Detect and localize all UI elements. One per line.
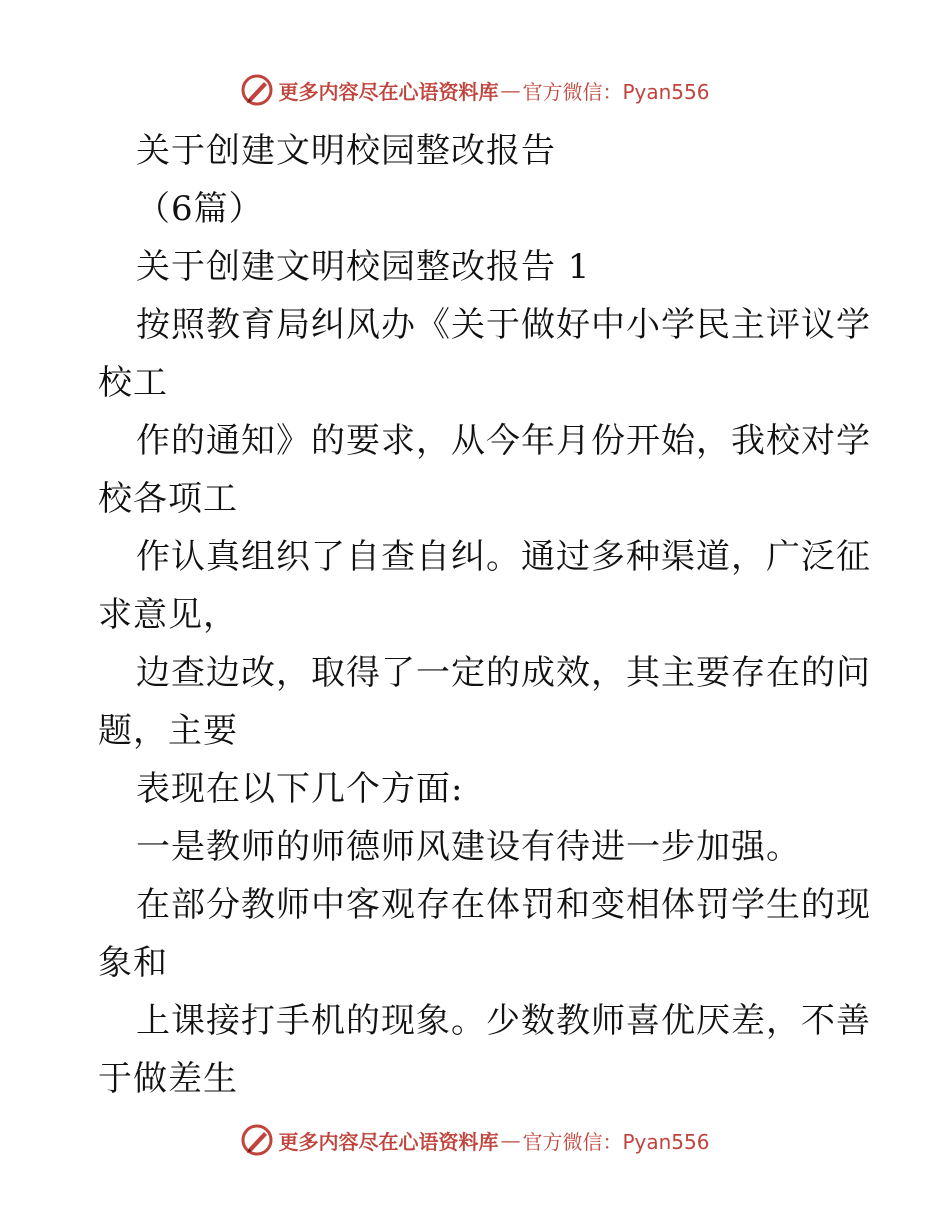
text-line: 题，主要 xyxy=(98,711,238,751)
pen-logo-icon xyxy=(240,1123,274,1157)
watermark-text: 更多内容尽在心语资料库 xyxy=(278,79,499,104)
watermark-wechat: 官方微信：Pyan556 xyxy=(522,79,710,104)
text-line: 作的通知》的要求，从今年月份开始，我校对学 xyxy=(136,421,871,461)
text-line: 上课接打手机的现象。少数教师喜优厌差，不善 xyxy=(136,1001,871,1041)
watermark-dash: — xyxy=(500,1128,521,1152)
text-line: 表现在以下几个方面: xyxy=(136,769,464,809)
text-line: 象和 xyxy=(98,943,168,983)
text-line: 作认真组织了自查自纠。通过多种渠道，广泛征 xyxy=(136,537,871,577)
text-line: 在部分教师中客观存在体罚和变相体罚学生的现 xyxy=(136,885,871,925)
document-body xyxy=(98,122,871,1108)
text-line: 边查边改，取得了一定的成效，其主要存在的问 xyxy=(136,653,871,693)
text-line: 一是教师的师德师风建设有待进一步加强。 xyxy=(136,827,801,867)
text-line: 关于创建文明校园整改报告 1 xyxy=(136,247,591,287)
pen-logo-icon xyxy=(240,73,274,107)
text-line: 于做差生 xyxy=(98,1059,238,1099)
watermark-dash: — xyxy=(500,78,521,102)
text-line: （6篇） xyxy=(136,189,264,229)
text-line: 校工 xyxy=(98,363,168,403)
watermark-wechat: 官方微信：Pyan556 xyxy=(522,1129,710,1154)
watermark-banner-top xyxy=(0,70,950,110)
watermark-banner-bottom xyxy=(0,1120,950,1160)
watermark-text: 更多内容尽在心语资料库 xyxy=(278,1129,499,1154)
text-line: 按照教育局纠风办《关于做好中小学民主评议学 xyxy=(136,305,871,345)
text-line: 求意见， xyxy=(98,595,238,635)
text-line: 关于创建文明校园整改报告 xyxy=(136,131,556,171)
text-line: 校各项工 xyxy=(98,479,238,519)
